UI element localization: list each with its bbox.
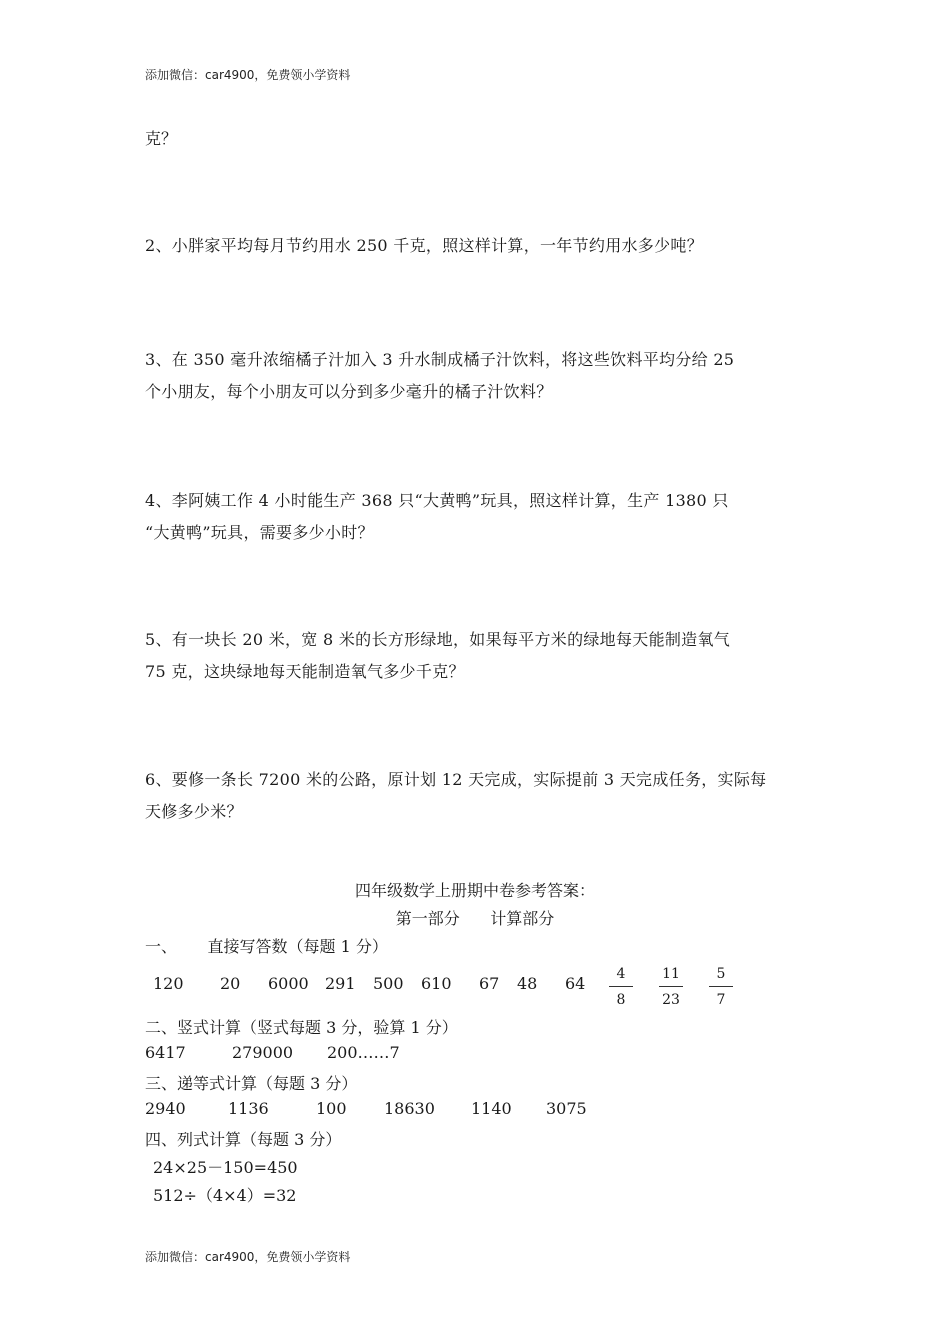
answer-value: 2940 <box>145 1099 186 1118</box>
answer-value: 3075 <box>546 1099 587 1118</box>
answer-value: 1136 <box>228 1099 269 1118</box>
answer-value: 6417 <box>145 1043 186 1062</box>
answer-value: 500 <box>373 974 404 993</box>
page-footer: 添加微信：car4900，免费领小学资料 <box>145 1250 351 1264</box>
answer-value: 100 <box>316 1099 347 1118</box>
answer-expression: 512÷（4×4）=32 <box>153 1186 297 1205</box>
page-header: 添加微信：car4900，免费领小学资料 <box>145 68 351 82</box>
fraction-denominator: 8 <box>616 992 626 1008</box>
fraction-numerator: 5 <box>716 966 726 982</box>
question-line: 天修多少米？ <box>145 802 243 821</box>
answer-value: 64 <box>565 974 586 993</box>
question-tail: 克？ <box>145 129 178 148</box>
answer-value: 610 <box>421 974 452 993</box>
question-2 <box>145 230 810 262</box>
question-line: 75 克，这块绿地每天能制造氧气多少千克？ <box>145 662 465 681</box>
section-3-heading: 三、递等式计算（每题 3 分） <box>145 1074 358 1093</box>
answer-value: 6000 <box>268 974 309 993</box>
answer-value: 1140 <box>471 1099 512 1118</box>
answer-value: 120 <box>153 974 184 993</box>
fraction <box>707 964 735 1010</box>
answers-subtitle: 第一部分 计算部分 <box>395 909 555 928</box>
question-6 <box>145 764 810 828</box>
section-1-heading: 一、 直接写答数（每题 1 分） <box>145 937 388 956</box>
fraction-bar <box>659 986 683 987</box>
fraction <box>607 964 635 1010</box>
answer-value: 48 <box>517 974 538 993</box>
fraction-denominator: 23 <box>662 992 680 1008</box>
answer-value: 279000 <box>232 1043 294 1062</box>
fraction <box>657 964 685 1010</box>
question-line: 5、有一块长 20 米，宽 8 米的长方形绿地，如果每平方米的绿地每天能制造氧气 <box>145 630 731 649</box>
fraction-denominator: 7 <box>716 992 726 1008</box>
question-line: 6、要修一条长 7200 米的公路，原计划 12 天完成，实际提前 3 天完成任务，实际每 <box>145 770 767 789</box>
fraction-numerator: 4 <box>616 966 626 982</box>
answer-value: 18630 <box>384 1099 435 1118</box>
answer-value: 67 <box>479 974 500 993</box>
question-line: 2、小胖家平均每月节约用水 250 千克，照这样计算，一年节约用水多少吨？ <box>145 236 703 255</box>
answer-value: 291 <box>325 974 356 993</box>
fraction-bar <box>609 986 633 987</box>
fraction-numerator: 11 <box>662 966 680 982</box>
section-4-heading: 四、列式计算（每题 3 分） <box>145 1130 342 1149</box>
question-4 <box>145 485 810 549</box>
answer-value: 200……7 <box>327 1043 400 1062</box>
question-line: 3、在 350 毫升浓缩橘子汁加入 3 升水制成橘子汁饮料，将这些饮料平均分给 25 <box>145 350 735 369</box>
question-3 <box>145 344 810 408</box>
answer-expression: 24×25－150=450 <box>153 1158 298 1177</box>
section-2-heading: 二、竖式计算（竖式每题 3 分，验算 1 分） <box>145 1018 458 1037</box>
answers-title: 四年级数学上册期中卷参考答案： <box>354 881 595 900</box>
question-line: 4、李阿姨工作 4 小时能生产 368 只“大黄鸭”玩具，照这样计算，生产 1380 只 <box>145 491 729 510</box>
fraction-bar <box>709 986 733 987</box>
question-5 <box>145 624 810 688</box>
question-line: 个小朋友，每个小朋友可以分到多少毫升的橘子汁饮料？ <box>145 382 553 401</box>
answer-value: 20 <box>220 974 241 993</box>
question-line: “大黄鸭”玩具，需要多少小时？ <box>145 523 374 542</box>
